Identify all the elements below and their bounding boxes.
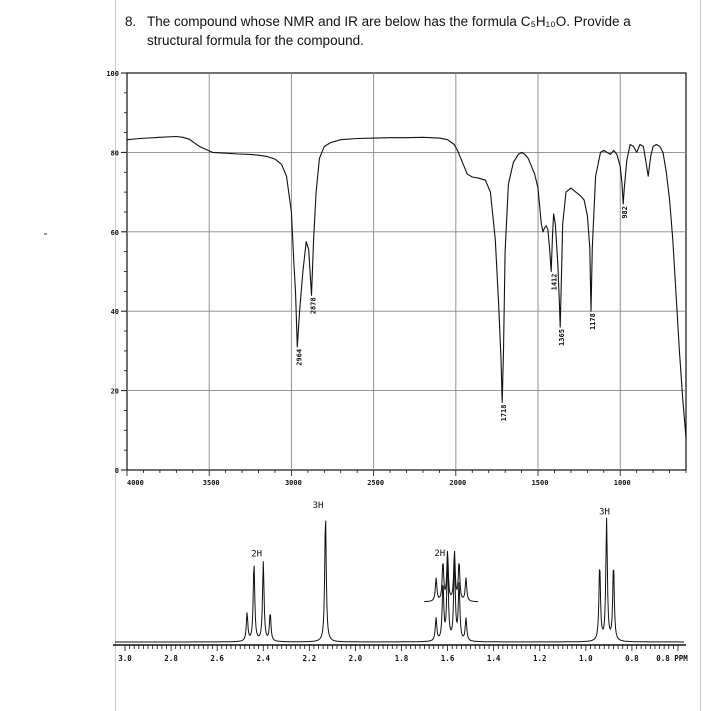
nmr-x-tick-label: 2.8 [164, 654, 178, 663]
ir-peak-label: 1412 [550, 273, 559, 291]
ir-x-tick-label: 3000 [284, 479, 302, 487]
nmr-x-tick-label: 1.2 [532, 654, 547, 663]
nmr-x-tick-label: 2.6 [210, 654, 224, 663]
nmr-integration-label: 2H [251, 549, 263, 560]
nmr-spectrum-trace [115, 518, 684, 642]
ir-peak-label: 1718 [500, 404, 509, 422]
nmr-x-tick-label: 1.8 [394, 654, 409, 663]
ir-y-tick-label: 40 [110, 308, 119, 317]
nmr-x-tick-label: 1.4 [486, 654, 501, 663]
ir-x-tick-label: 1500 [531, 479, 549, 487]
ir-y-tick-label: 0 [114, 467, 119, 475]
nmr-integration-label: 2H [434, 549, 446, 559]
ir-y-tick-label: 100 [106, 70, 119, 78]
ir-series-line [127, 137, 686, 439]
ir-y-tick-label: 20 [110, 387, 119, 396]
nmr-x-tick-label: 0.8 [625, 654, 639, 663]
nmr-integration-label: 3H [312, 501, 324, 511]
nmr-x-tick-label: 2.2 [302, 654, 317, 663]
ir-x-tick-label: 1000 [613, 479, 631, 487]
nmr-x-tick-label: 2.4 [256, 654, 271, 663]
ir-x-tick-label: 2000 [449, 479, 467, 487]
ir-peak-label: 1178 [588, 313, 597, 331]
ir-plot-frame [127, 73, 686, 470]
question-line-1: The compound whose NMR and IR are below has the formula C₅H₁₀O. Provide a [147, 14, 631, 29]
ir-y-tick-label: 60 [110, 228, 119, 237]
nmr-spectrum-chart [0, 500, 728, 711]
nmr-x-tick-label: 1.0 [579, 654, 593, 663]
ir-x-tick-label: 3500 [202, 479, 220, 487]
nmr-x-tick-label: 0.8 PPM [656, 654, 688, 663]
ir-peak-label: 982 [621, 206, 630, 219]
nmr-x-tick-label: 1.6 [440, 654, 455, 663]
ir-x-tick-label: 4000 [127, 479, 144, 487]
nmr-x-tick-label: 2.0 [348, 654, 363, 663]
nmr-x-tick-label: 3.0 [118, 654, 132, 663]
ir-peak-label: 2878 [309, 297, 318, 315]
ir-peak-label: 2964 [295, 348, 304, 366]
nmr-expansion-trace [424, 551, 478, 602]
nmr-integration-label: 3H [599, 507, 610, 518]
question-number: 8. [125, 14, 137, 29]
ir-x-tick-label: 2500 [367, 479, 385, 487]
question-line-2: structural formula for the compound. [147, 33, 364, 48]
ir-peak-label: 1365 [558, 329, 567, 346]
ir-y-tick-label: 80 [110, 149, 119, 158]
